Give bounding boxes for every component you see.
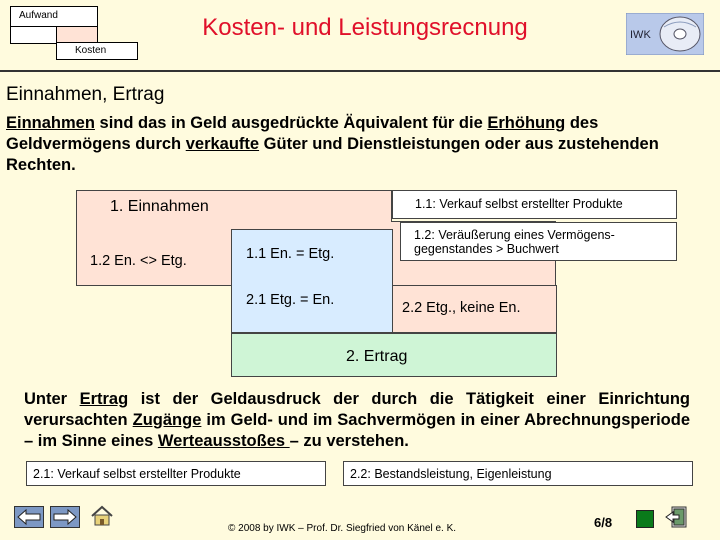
green-square-icon: [636, 510, 654, 528]
box-1-2-text: 1.2: Veräußerung eines Vermögens-gegenstandes > Buchwert: [414, 228, 615, 256]
box-2-2-text: 2.2: Bestandsleistung, Eigenleistung: [350, 467, 552, 481]
def-text-3: Güter und Dienstleistungen oder aus zustehenden Rechten.: [6, 135, 659, 174]
ertrag-text-2: ist der Geldausdruck der durch die Tätigkeit einer Einrichtung verursachten: [24, 390, 690, 429]
aufwand-tag: [10, 6, 98, 28]
etg-eq-en-label: 2.1 Etg. = En.: [246, 292, 335, 308]
kosten-label: Kosten: [75, 45, 107, 56]
copyright-text: © 2008 by IWK – Prof. Dr. Siegfried von Känel e. K.: [228, 523, 457, 534]
box-2-1-text: 2.1: Verkauf selbst erstellter Produkte: [33, 467, 241, 481]
ertrag-text-3: im Geld- und im Sachvermögen in einer Abrechnungsperiode – im Sinne eines: [24, 411, 691, 450]
aufwand-kosten-overlap: [10, 26, 58, 44]
prev-slide-button[interactable]: [14, 506, 44, 528]
overlap-block: [231, 229, 393, 333]
def-text-2: des Geldvermögens durch: [6, 114, 599, 153]
einnahmen-label: 1. Einnahmen: [110, 198, 209, 215]
en-ne-etg-label: 1.2 En. <> Etg.: [90, 253, 187, 269]
header-divider: [0, 70, 720, 72]
box-1-1-text: 1.1: Verkauf selbst erstellter Produkte: [415, 197, 623, 211]
next-slide-button[interactable]: [50, 506, 80, 528]
def-text-1: sind das in Geld ausgedrückte Äquivalent für die: [94, 114, 488, 132]
page-number: 6/8: [594, 515, 613, 530]
ertrag-text-1: Unter: [24, 390, 80, 408]
section-heading: Einnahmen, Ertrag: [6, 84, 165, 105]
home-icon: [90, 505, 114, 527]
term-werteausstoss: Werteausstoßes: [157, 432, 290, 450]
einnahmen-definition: [6, 113, 706, 176]
term-einnahmen: Einnahmen: [6, 114, 95, 132]
arrow-right-icon: [51, 507, 79, 527]
logo-text: IWK: [630, 29, 651, 41]
page-title: Kosten- und Leistungsrecnung: [202, 14, 528, 41]
exit-door-icon: [664, 505, 690, 529]
exit-button[interactable]: [664, 505, 690, 529]
box-2-2: [343, 461, 693, 486]
kosten-tag: [56, 42, 138, 60]
box-2-1: [26, 461, 326, 486]
etg-keine-en-label: 2.2 Etg., keine En.: [402, 300, 521, 316]
ertrag-text-4: – zu verstehen.: [289, 432, 409, 450]
arrow-left-icon: [15, 507, 43, 527]
term-zugaenge: Zugänge: [132, 411, 202, 429]
home-button[interactable]: [90, 505, 114, 527]
term-ertrag: Ertrag: [79, 390, 129, 408]
en-eq-etg-label: 1.1 En. = Etg.: [246, 246, 335, 262]
ertrag-definition: [24, 389, 690, 452]
term-verkaufte: verkaufte: [185, 135, 260, 153]
ertrag-label: 2. Ertrag: [346, 348, 408, 365]
iwk-logo: [626, 13, 704, 55]
term-erhoehung: Erhöhung: [487, 114, 566, 132]
aufwand-label: Aufwand: [19, 10, 58, 21]
